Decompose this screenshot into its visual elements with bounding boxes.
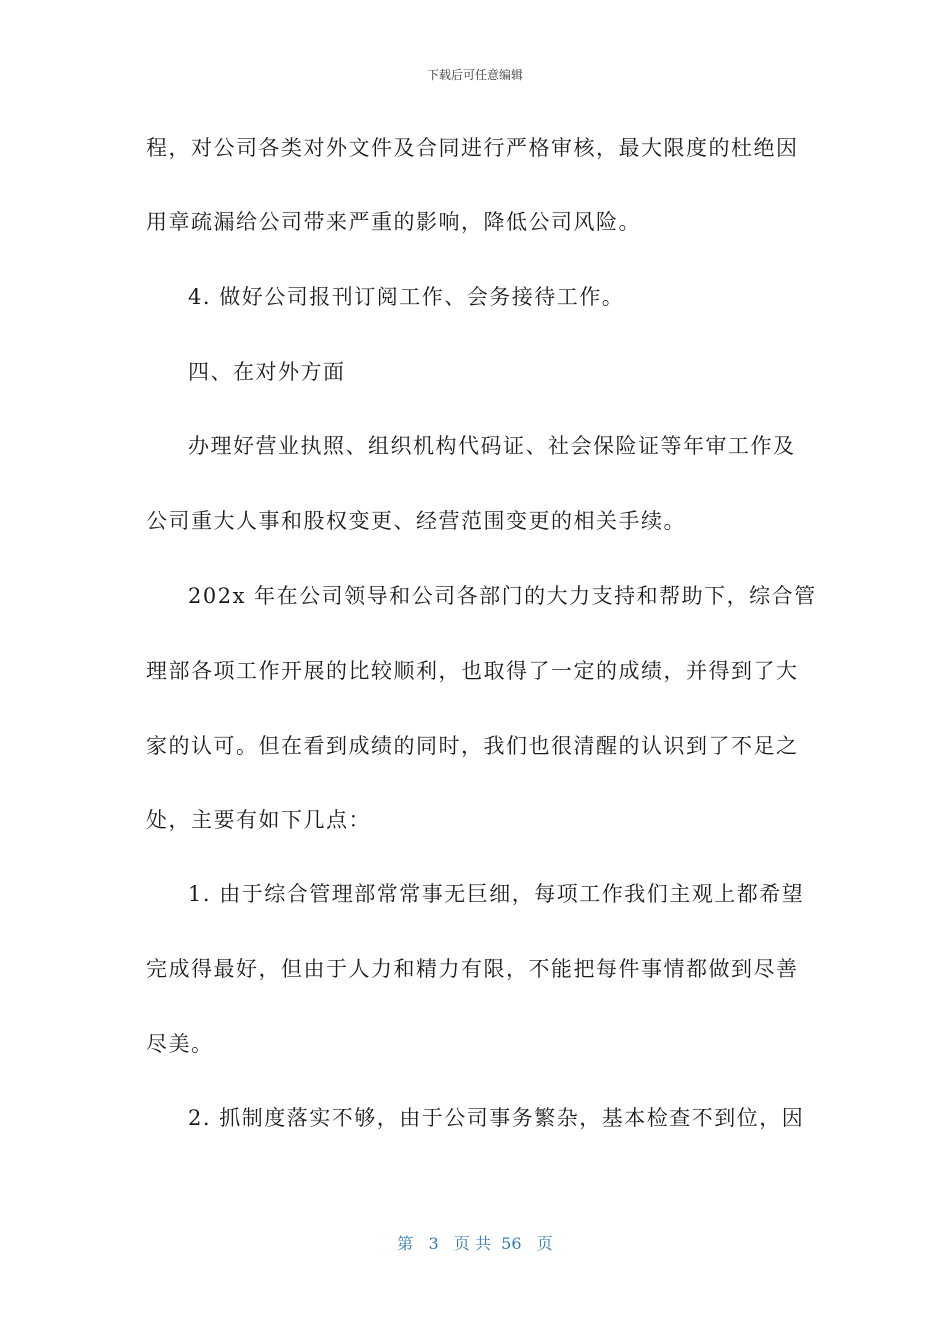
body-line: 程，对公司各类对外文件及合同进行严格审核，最大限度的杜绝因 [146, 136, 799, 160]
body-line: 办理好营业执照、组织机构代码证、社会保险证等年审工作及 [188, 434, 796, 458]
body-line: 处，主要有如下几点： [146, 808, 371, 832]
footer-label-page: 第 [397, 1234, 414, 1253]
body-line: 用章疏漏给公司带来严重的影响，降低公司风险。 [146, 210, 641, 234]
list-item-1: 1. 由于综合管理部常常事无巨细，每项工作我们主观上都希望 [188, 882, 805, 906]
footer-label-total: 页 共 [453, 1234, 491, 1253]
list-item-4: 4. 做好公司报刊订阅工作、会务接待工作。 [188, 285, 625, 309]
header-note: 下载后可任意编辑 [426, 68, 523, 82]
body-line: 尽美。 [146, 1032, 214, 1056]
section-heading: 四、在对外方面 [188, 360, 346, 384]
total-pages-number: 56 [501, 1234, 522, 1253]
body-line: 家的认可。但在看到成绩的同时，我们也很清醒的认识到了不足之 [146, 734, 799, 758]
body-line: 理部各项工作开展的比较顺利，也取得了一定的成绩，并得到了大 [146, 659, 799, 683]
body-line: 202x 年在公司领导和公司各部门的大力支持和帮助下，综合管 [188, 584, 817, 608]
current-page-number: 3 [428, 1234, 439, 1253]
list-item-2: 2. 抓制度落实不够，由于公司事务繁杂，基本检查不到位，因 [188, 1106, 805, 1130]
body-line: 完成得最好，但由于人力和精力有限，不能把每件事情都做到尽善 [146, 957, 799, 981]
footer-label-end: 页 [536, 1234, 553, 1253]
page-footer [0, 1231, 950, 1254]
body-line: 公司重大人事和股权变更、经营范围变更的相关手续。 [146, 509, 686, 533]
